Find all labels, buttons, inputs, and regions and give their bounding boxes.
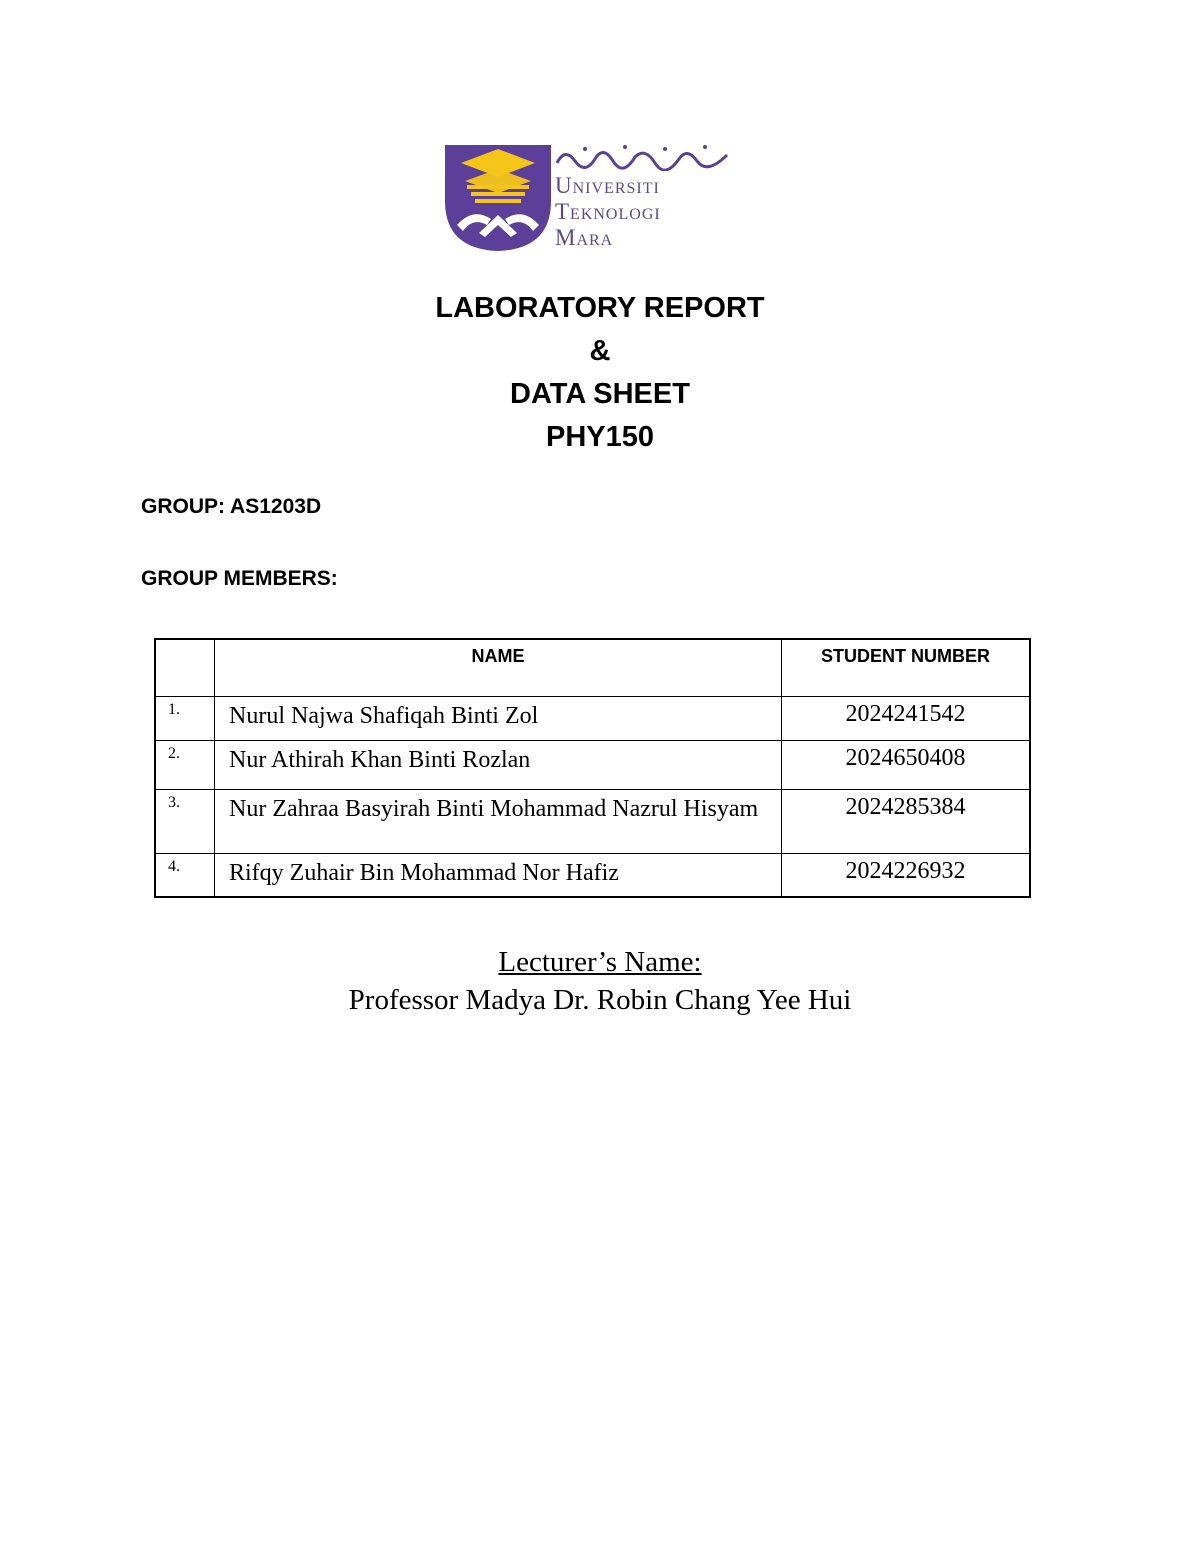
uitm-crest-icon — [443, 141, 553, 253]
table-row — [155, 853, 1030, 897]
student-number: 2024285384 — [782, 789, 1031, 853]
arabic-calligraphy-icon — [555, 141, 730, 171]
logo-arabic-script — [555, 141, 730, 171]
student-number: 2024226932 — [782, 853, 1031, 897]
table-row — [155, 740, 1030, 789]
student-number: 2024650408 — [782, 740, 1031, 789]
members-table — [154, 638, 1031, 898]
report-title — [0, 287, 1200, 459]
group-members-label: GROUP MEMBERS: — [141, 567, 338, 590]
header-number — [155, 639, 215, 696]
logo-line-mara: Mara — [555, 225, 614, 250]
header-name: NAME — [215, 639, 782, 696]
logo-line-teknologi: Teknologi — [555, 199, 661, 224]
member-name: Nur Zahraa Basyirah Binti Mohammad Nazrul Hisyam — [215, 789, 782, 853]
row-number: 1. — [155, 696, 215, 740]
university-logo — [443, 141, 733, 253]
logo-line-universiti: Universiti — [555, 173, 660, 198]
table-row — [155, 696, 1030, 740]
row-number: 2. — [155, 740, 215, 789]
table-row — [155, 789, 1030, 853]
row-number: 3. — [155, 789, 215, 853]
row-number: 4. — [155, 853, 215, 897]
lecturer-name: Professor Madya Dr. Robin Chang Yee Hui — [348, 984, 852, 1016]
title-ampersand: & — [589, 335, 611, 367]
table-header-row — [155, 639, 1030, 696]
lecturer-section — [0, 943, 1200, 1019]
member-name: Nur Athirah Khan Binti Rozlan — [215, 740, 782, 789]
lecturer-label: Lecturer’s Name: — [498, 946, 702, 978]
header-student-number: STUDENT NUMBER — [782, 639, 1031, 696]
member-name: Nurul Najwa Shafiqah Binti Zol — [215, 696, 782, 740]
group-label: GROUP: AS1203D — [141, 495, 322, 518]
member-name: Rifqy Zuhair Bin Mohammad Nor Hafiz — [215, 853, 782, 897]
title-data-sheet: DATA SHEET — [510, 378, 690, 410]
student-number: 2024241542 — [782, 696, 1031, 740]
title-course-code: PHY150 — [545, 421, 654, 453]
title-laboratory-report: LABORATORY REPORT — [435, 292, 765, 324]
